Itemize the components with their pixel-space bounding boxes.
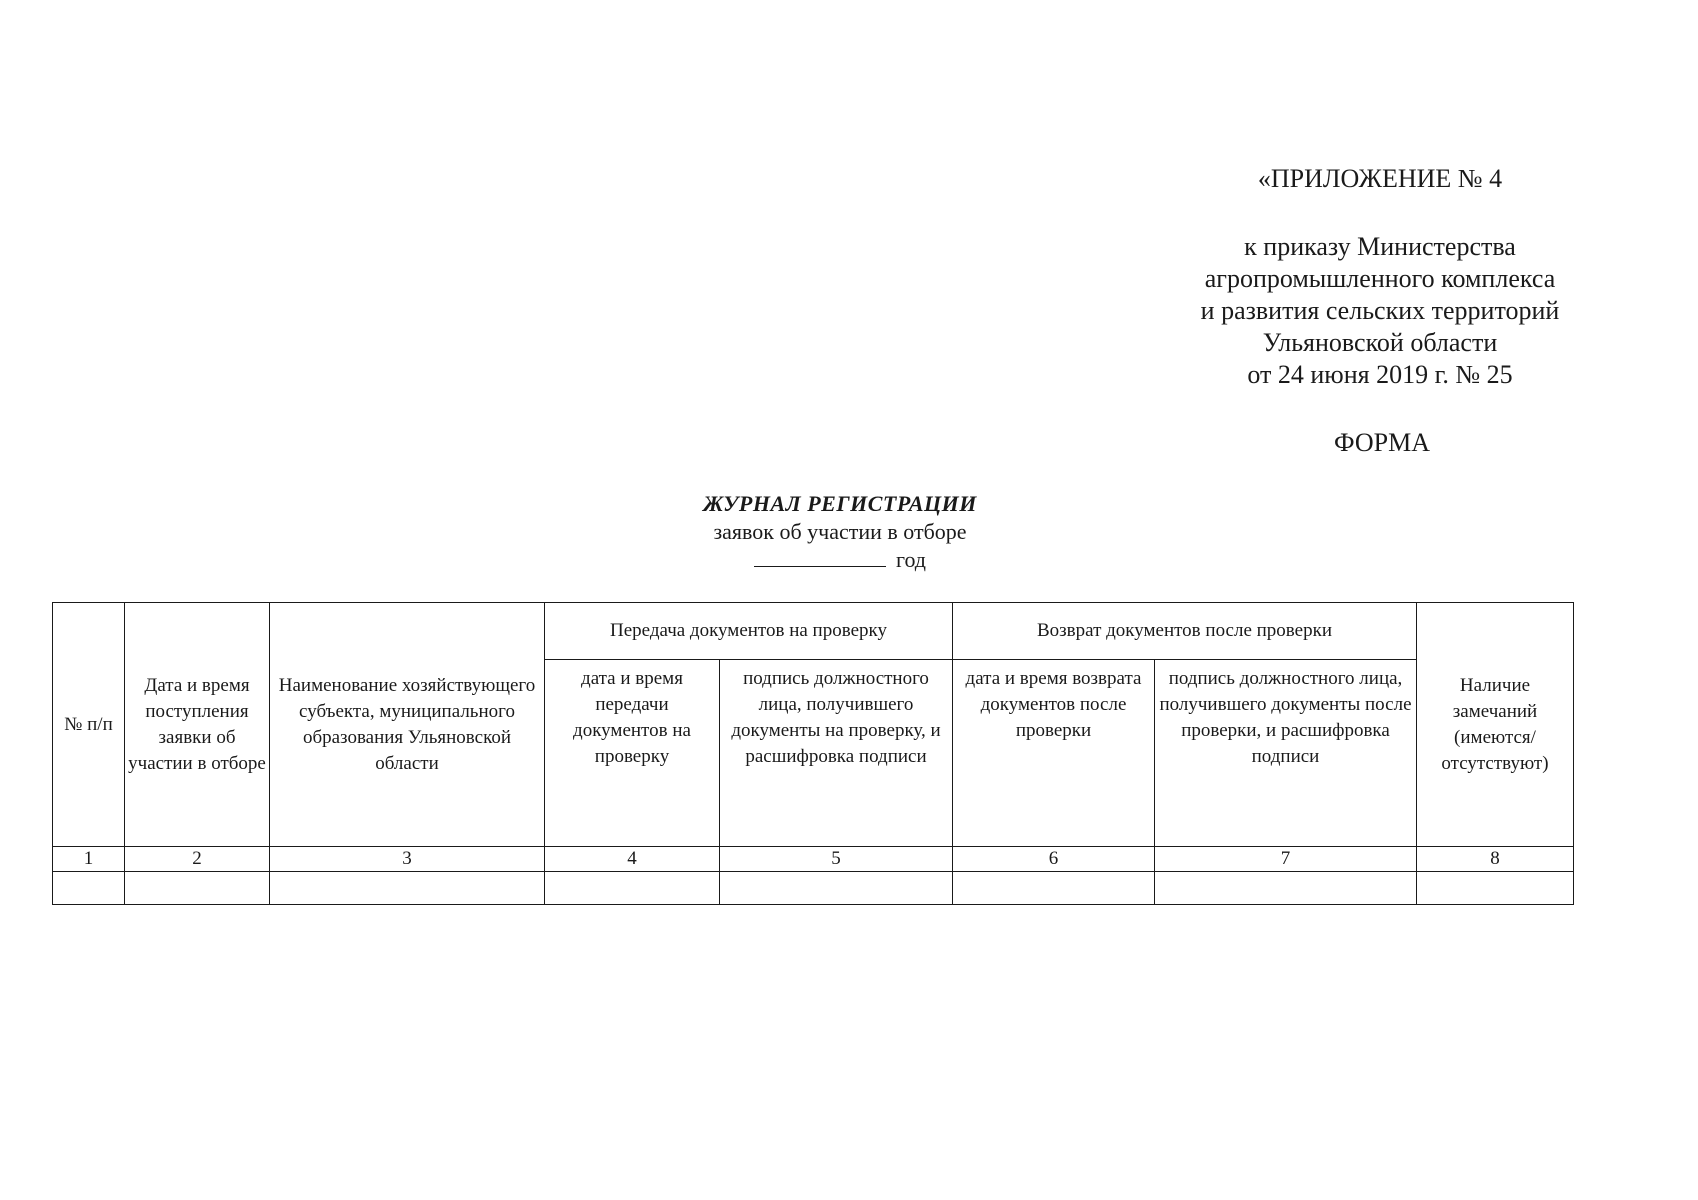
appendix-title: «ПРИЛОЖЕНИЕ № 4	[1257, 164, 1503, 193]
journal-title: ЖУРНАЛ РЕГИСТРАЦИИ	[703, 491, 977, 516]
column-number: 7	[1155, 847, 1417, 872]
column-number: 8	[1417, 847, 1574, 872]
table-cell-transfer-datetime[interactable]	[545, 872, 720, 905]
header-transfer-datetime: дата и время передачи документов на проверку	[545, 660, 720, 847]
order-line: от 24 июня 2019 г. № 25	[1247, 360, 1513, 389]
table-cell-entity-name[interactable]	[270, 872, 545, 905]
table-cell-remarks[interactable]	[1417, 872, 1574, 905]
journal-subtitle: заявок об участии в отборе	[713, 519, 967, 544]
order-line: к приказу Министерства	[1244, 232, 1516, 261]
order-line: агропромышленного комплекса	[1204, 264, 1556, 293]
header-transfer-group: Передача документов на проверку	[545, 603, 953, 660]
header-num: № п/п	[53, 603, 125, 847]
appendix-order-reference	[1140, 231, 1620, 391]
table-cell-num[interactable]	[53, 872, 125, 905]
header-entity-name: Наименование хозяйствующего субъекта, муниципального образования Ульяновской области	[270, 603, 545, 847]
column-number: 4	[545, 847, 720, 872]
header-remarks: Наличие замечаний (имеются/ отсутствуют)	[1417, 603, 1574, 847]
table-row	[53, 872, 1574, 905]
table-cell-return-signature[interactable]	[1155, 872, 1417, 905]
header-transfer-signature: подпись должностного лица, получившего документы на проверку, и расшифровка подписи	[720, 660, 953, 847]
column-number: 2	[125, 847, 270, 872]
form-label: ФОРМА	[1334, 428, 1430, 457]
column-number: 6	[953, 847, 1155, 872]
column-number: 1	[53, 847, 125, 872]
order-line: Ульяновской области	[1262, 328, 1498, 357]
column-number-row	[53, 847, 1574, 872]
header-return-group: Возврат документов после проверки	[953, 603, 1417, 660]
order-line: и развития сельских территорий	[1200, 296, 1560, 325]
journal-year-line	[540, 546, 1140, 573]
header-return-datetime: дата и время возврата документов после проверки	[953, 660, 1155, 847]
table-cell-receipt-datetime[interactable]	[125, 872, 270, 905]
table-cell-return-datetime[interactable]	[953, 872, 1155, 905]
header-receipt-datetime: Дата и время поступления заявки об участии в отборе	[125, 603, 270, 847]
year-blank-field[interactable]	[754, 546, 886, 567]
table-header-row	[53, 603, 1574, 660]
year-suffix: год	[895, 547, 927, 572]
header-return-signature: подпись должностного лица, получившего документы после проверки, и расшифровка подписи	[1155, 660, 1417, 847]
table-cell-transfer-signature[interactable]	[720, 872, 953, 905]
registration-table	[52, 602, 1574, 905]
column-number: 3	[270, 847, 545, 872]
column-number: 5	[720, 847, 953, 872]
